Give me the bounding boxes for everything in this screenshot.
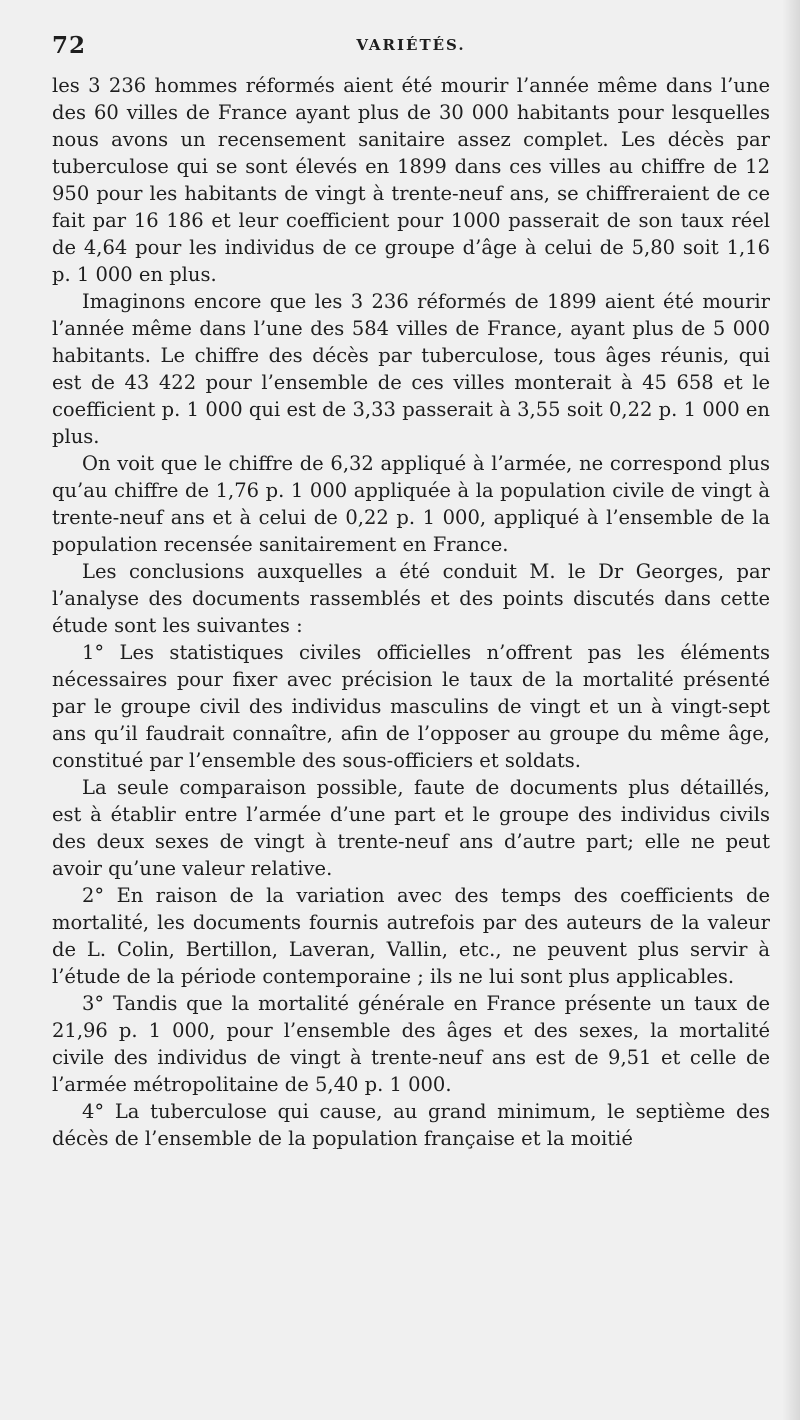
paragraph: La seule comparaison possible, faute de documents plus détaillés, est à établir entre l’armée d’une part et le groupe des individus civils des deux sexes de vingt à trente-neuf ans d’autre part; elle ne peut avoir qu’une valeur relative. <box>52 776 770 880</box>
page-header <box>52 24 770 72</box>
paragraph: Imaginons encore que les 3 236 réformés de 1899 aient été mourir l’année même dans l’une des 584 villes de France, ayant plus de 5 000 habitants. Le chiffre des décès par tuberculose, tous âges réunis, qui est de 43 422 pour l’ensemble de ces villes monterait à 45 658 et le coefficient p. 1 000 qui est de 3,33 passerait à 3,55 soit 0,22 p. 1 000 en plus. <box>52 290 770 448</box>
paragraph-continued: les 3 236 hommes réformés aient été mourir l’année même dans l’une des 60 villes de France ayant plus de 30 000 habitants pour lesquelles nous avons un recensement sanitaire assez complet. Les décès par tuberculose qui se sont élevés en 1899 dans ces villes au chiffre de 12 950 pour les habitants de vingt à trente-neuf ans, se chiffreraient de ce fait par 16 186 et leur coefficient pour 1000 passerait de son taux réel de 4,64 pour les individus de ce groupe d’âge à celui de 5,80 soit 1,16 p. 1 000 en plus. <box>52 74 770 286</box>
paragraph: Les conclusions auxquelles a été conduit M. le Dr Georges, par l’analyse des documents rassemblés et des points discutés dans cette étude sont les suivantes : <box>52 560 770 637</box>
page-number: 72 <box>52 32 87 59</box>
paragraph: On voit que le chiffre de 6,32 appliqué à l’armée, ne correspond plus qu’au chiffre de 1,76 p. 1 000 appliquée à la population civile de vingt à trente-neuf ans et à celui de 0,22 p. 1 000, appliqué à l’ensemble de la population recensée sanitairement en France. <box>52 452 770 556</box>
conclusion-item-1: 1° Les statistiques civiles officielles n’offrent pas les éléments nécessaires pour fixer avec précision le taux de la mortalité présenté par le groupe civil des individus masculins de vingt et un à vingt-sept ans qu’il faudrait connaître, afin de l’opposer au groupe du même âge, constitué par l’ensemble des sous-officiers et soldats. <box>52 641 770 772</box>
body-text <box>52 72 770 1152</box>
running-head: VARIÉTÉS. <box>356 36 466 54</box>
conclusion-item-2: 2° En raison de la variation avec des temps des coefficients de mortalité, les documents fournis autrefois par des auteurs de la valeur de L. Colin, Bertillon, Laveran, Vallin, etc., ne peuvent plus servir à l’étude de la période contemporaine ; ils ne lui sont plus applicables. <box>52 884 770 988</box>
conclusion-item-3: 3° Tandis que la mortalité générale en France présente un taux de 21,96 p. 1 000, pour l’ensemble des âges et des sexes, la mortalité civile des individus de vingt à trente-neuf ans est de 9,51 et celle de l’armée métropolitaine de 5,40 p. 1 000. <box>52 992 770 1096</box>
conclusion-item-4: 4° La tuberculose qui cause, au grand minimum, le septième des décès de l’ensemble de la population française et la moitié <box>52 1100 770 1150</box>
